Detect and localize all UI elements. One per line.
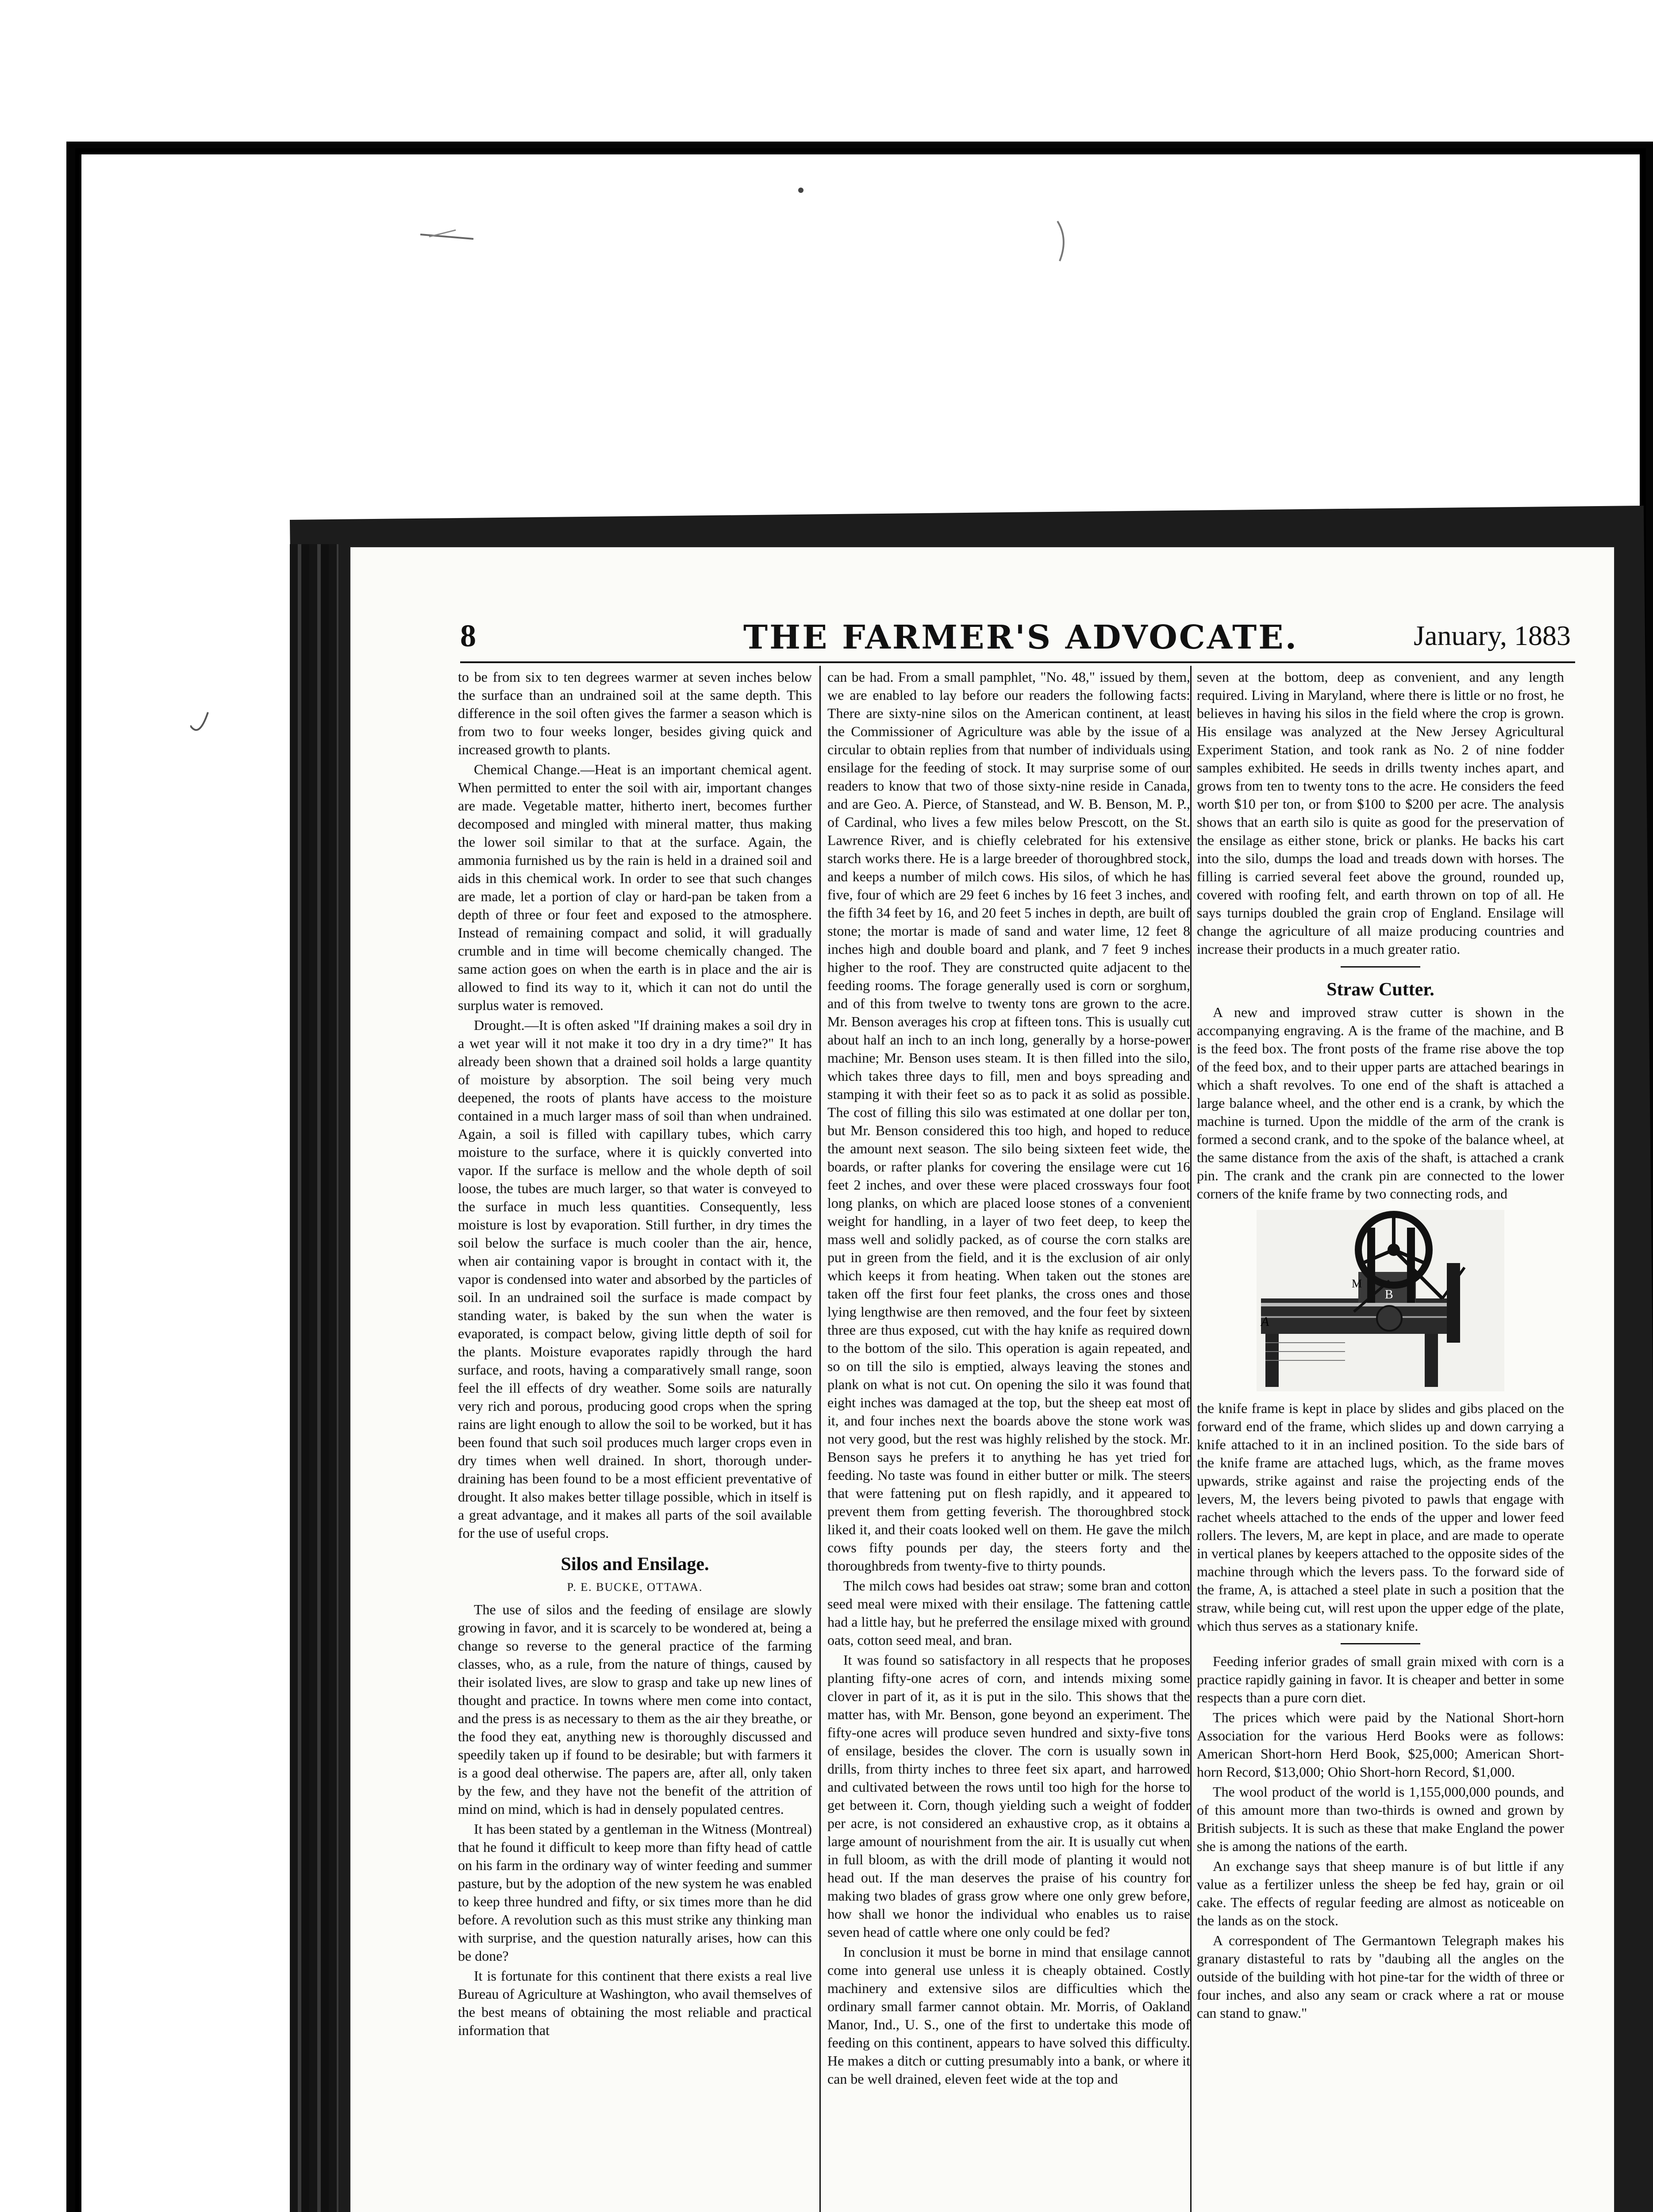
column-one (458, 668, 812, 2212)
paragraph: The use of silos and the feeding of ensilage are slowly growing in favor, and it is scarcely to be wondered at, being a change so reverse to the general practice of the farming classes, who, as a rule, from the nature of things, caused by their isolated lives, are slow to grasp and take up new lines of thought and practice. In towns where men come into contact, and the press is as necessary to them as the air they breathe, or the food they eat, anything new is thoroughly discussed and speedily taken up if found to be desirable; but with farmers it is a good deal otherwise. The papers are, after all, only taken by the few, and they have not the benefit of the attrition of mind on mind, which is had in densely populated centres. (458, 1601, 812, 1817)
engraving-label-m: M (1352, 1277, 1362, 1290)
paragraph: A correspondent of The Germantown Telegraph makes his granary distasteful to rats by "daubing all the angles on the outside of the building with hot pine-tar for the width of three or four inches, and also any seam or crack where a rat or mouse can stand to gnaw." (1197, 1932, 1564, 2021)
paragraph: It is fortunate for this continent that there exists a real live Bureau of Agriculture at Washington, who avail themselves of the best means of obtaining the most reliable and practical information that (458, 1968, 812, 2038)
paragraph: A new and improved straw cutter is shown in the accompanying engraving. A is the frame of the machine, and B is the feed box. The front posts of the frame rise above the top of the feed box, and to their upper parts are attached bearings in which a shaft revolves. To one end of the shaft is attached a large balance wheel, and the other end is a crank, by which the machine is turned. Upon the middle of the arm of the crank is formed a second crank, and to the spoke of the balance wheel, at the same distance from the axis of the shaft, is attached a crank pin. The crank and the crank pin are connected to the lower corners of the knife frame by two connecting rods, and (1197, 1004, 1564, 1202)
article-title-silos: Silos and Ensilage. (561, 1554, 709, 1575)
column-divider (1190, 666, 1192, 2212)
straw-cutter-illustration (1257, 1210, 1504, 1391)
paragraph: seven at the bottom, deep as convenient, and any length required. Living in Maryland, where there is little or no frost, he believes in having his silos in the field where the crop is grown. His ensilage was analyzed at the New Jersey Agricultural Experiment Station, and took rank as No. 2 of nine fodder samples exhibited. He seeds in drills twenty inches apart, and grows from ten to twenty tons to the acre. He considers the feed worth $10 per ton, or from $100 to $200 per acre. The analysis shows that an earth silo is quite as good for the preservation of the ensilage as either stone, brick or planks. He backs his cart into the silo, dumps the load and treads down with horses. The filling is carried several feet above the ground, rounded up, covered with roofing felt, and earth thrown on top of all. He says turnips doubled the grain crop of England. Ensilage will change the agriculture of all maize producing countries and increase their products in a much greater ratio. (1197, 669, 1564, 957)
article-byline: P. E. BUCKE, OTTAWA. (567, 1581, 703, 1594)
paragraph: Drought.—It is often asked "If draining makes a soil dry in a wet year will it not make it too dry in a dry time?" It has already been shown that a drained soil holds a large quantity of moisture by absorption. The soil being very much deepened, the roots of plants have access to the moisture contained in a much larger mass of soil than when undrained. Again, a soil is filled with capillary tubes, which carry moisture to the surface, where it is quickly converted into vapor. If the surface is mellow and the whole depth of soil loose, the tubes are much larger, so that water is conveyed to the surface in much less quantities. Consequently, less moisture is lost by evaporation. Still further, in dry times the soil below the surface is much cooler than the air, hence, when air containing vapor is brought in contact with it, the vapor is condensed into water and absorbed by the particles of soil. In an undrained soil the surface is made compact by standing water, is baked by the sun when the water is evaporated, is compact below, giving little depth of soil for the plants. Moisture evaporates rapidly through the hard surface, and roots, having a comparatively small range, soon feel the ill effects of dry weather. Some soils are naturally very rich and porous, producing good crops when the spring rains are light enough to allow the soil to be worked, but it has been found that such soil produces much larger crops even in dry times when well drained. In short, thorough under-draining has been found to be a most efficient preventative of drought. It also makes better tillage possible, which in itself is a great advantage, and it makes all parts of the soil available for the use of useful crops. (458, 1017, 812, 1541)
column-divider (819, 666, 821, 2212)
paragraph: It has been stated by a gentleman in the Witness (Montreal) that he found it difficult to keep more than fifty head of cattle on his farm in the ordinary way of winter feeding and summer pasture, but by the adoption of the new system he was enabled to keep three hundred and fifty, or six times more than he did before. A revolution such as this must strike any thinking man with surprise, and the question naturally arises, how can this be done? (458, 1821, 812, 1964)
page-header (460, 611, 1593, 659)
engraving-label-b: B (1385, 1288, 1393, 1302)
engraving-label-a: A (1261, 1314, 1269, 1329)
book-spine (290, 544, 338, 2212)
straw-cutter-engraving (1257, 1210, 1504, 1391)
paragraph: to be from six to ten degrees warmer at seven inches below the surface than an undrained soil at the same depth. This difference in the soil often gives the farmer a season which is from two to four weeks longer, besides giving quick and increased growth to plants. (458, 669, 812, 757)
paragraph: An exchange says that sheep manure is of but little if any value as a fertilizer unless the sheep be fed hay, grain or oil cake. The effects of regular feeding are almost as noticeable on the lands as on the stock. (1197, 1858, 1564, 1928)
section-rule (1341, 1643, 1420, 1644)
paragraph: Chemical Change.—Heat is an important chemical agent. When permitted to enter the soil with air, important changes are made. Vegetable matter, hitherto inert, becomes further decomposed and mingled with mineral matter, thus making the lower soil similar to that at the surface. Again, the ammonia furnished us by the rain is held in a drained soil and aids in this chemical work. In order to see that such changes are made, let a portion of clay or hard-pan be taken from a depth of three or four feet and exposed to the atmosphere. Instead of remaining compact and solid, it will gradually crumble and in time will become chemically changed. The same action goes on when the earth is in place and the air is allowed to find its way to it, which it can not do until the surplus water is removed. (458, 761, 812, 1013)
paragraph: Feeding inferior grades of small grain mixed with corn is a practice rapidly gaining in favor. It is cheaper and better in some respects than a pure corn diet. (1197, 1653, 1564, 1705)
paragraph: can be had. From a small pamphlet, "No. 48," issued by them, we are enabled to lay before our readers the following facts: There are sixty-nine silos on the American continent, at least the Commissioner of Agriculture was able by the issue of a circular to obtain replies from that number of individuals using ensilage for the feeding of stock. It may surprise some of our readers to know that two of those sixty-nine reside in Canada, and are Geo. A. Pierce, of Stanstead, and W. B. Benson, M. P., of Cardinal, who lives a few miles below Prescott, on the St. Lawrence River, and is chiefly celebrated for his extensive starch works there. He is a large breeder of thoroughbred stock, and keeps a number of milch cows. His silos, of which he has five, four of which are 29 feet 6 inches by 16 feet 3 inches, and the fifth 34 feet by 16, and 20 feet 5 inches in depth, are built of stone; the mortar is made of sand and water lime, 12 feet 8 inches high and double board and plank, and 7 feet 9 inches higher to the roof. They are constructed quite adjacent to the feeding rooms. The forage generally used is corn or sorghum, and of this from twelve to twenty tons are grown to the acre. Mr. Benson averages his crop at fifteen tons. This is usually cut about half an inch to an inch long, generally by a horse-power machine; Mr. Benson uses steam. It is then filled into the silo, which takes three days to fill, men and boys spreading and stamping it with their feet so as to pack it as solid as possible. The cost of filling this silo was estimated at one dollar per ton, but Mr. Benson considered this too high, and hoped to reduce the amount next season. The silo being sixteen feet wide, the boards, or rafter planks for covering the ensilage were cut 16 feet 2 inches, and over these were placed crossways four foot long planks, on which are placed loose stones of a convenient weight for handling, in a layer of two feet deep, to keep the mass well and solidly packed, as of course the corn stalks are put in green from the field, and it is the exclusion of air only which keeps it from heating. When taken out the stones are taken off the first four feet planks, the cross ones and those lying lengthwise are then removed, and the four feet by sixteen three are thus exposed, cut with the hay knife as required down to the bottom of the silo. This operation is again repeated, and so on till the silo is emptied, always leaving the stones and plank on what is not cut. On opening the silo it was found that eight inches was damaged at the top, but the sheep eat most of it, and four inches next the boards above the stone work was not very good, but the rest was highly relished by the stock. Mr. Benson says he prefers it to anything he has yet tried for feeding. No taste was found in either butter or milk. The steers that were fattening put on flesh rapidly, and it appeared to prevent them from getting feverish. The thoroughbred stock liked it, and their coats looked well on them. He gave the milch cows fifty pounds per day, the steers forty and the thoroughbreds from twenty-five to thirty pounds. (827, 669, 1190, 1574)
column-three (1197, 668, 1564, 2212)
paragraph: The milch cows had besides oat straw; some bran and cotton seed meal were mixed with their ensilage. The fattening cattle had a little hay, but he preferred the ensilage mixed with ground oats, cotton seed meal, and bran. (827, 1578, 1190, 1648)
paragraph: It was found so satisfactory in all respects that he proposes planting fifty-one acres of corn, and intends mixing some clover in part of it, as it is put in the silo. This shows that the matter has, with Mr. Benson, gone beyond an experiment. The fifty-one acres will produce seven hundred and sixty-five tons of ensilage, besides the clover. The corn is usually sown in drills, from thirty inches to three feet six apart, and harrowed and cultivated between the rows until too high for the horse to get between it. Corn, though yielding such a weight of fodder per acre, is not considered an exhaustive crop, as it obtains a large amount of nourishment from the air. It is usually cut when in full bloom, as with the drill mode of planting it would not head out. If the man deserves the praise of his country for making two blades of grass grow where one only grew before, how shall we honor the individual who enables us to raise seven head of cattle where one only could be fed? (827, 1652, 1190, 1940)
paragraph: The wool product of the world is 1,155,000,000 pounds, and of this amount more than two-thirds is owned and grown by British subjects. It is such as these that make England the power she is among the nations of the earth. (1197, 1784, 1564, 1854)
section-rule (1341, 966, 1420, 968)
column-two (827, 668, 1190, 2212)
page-number: 8 (460, 618, 476, 653)
masthead-title: THE FARMER'S ADVOCATE. (743, 618, 1299, 657)
article-title-straw-cutter: Straw Cutter. (1326, 979, 1434, 1000)
issue-date: January, 1883 (1414, 620, 1571, 651)
paragraph: the knife frame is kept in place by slides and gibs placed on the forward end of the frame, which slides up and down carrying a knife attached to it in an inclined position. To the side bars of the knife frame are attached lugs, which, as the frame moves upwards, strike against and raise the projecting ends of the levers, M, the levers being pivoted to pawls that engage with rachet wheels attached to the ends of the upper and lower feed rollers. The levers, M, are kept in place, and are made to operate in vertical planes by keepers attached to the opposite sides of the machine through which the levers pass. To the forward side of the frame, A, is attached a steel plate in such a position that the straw, while being cut, will rest upon the upper edge of the plate, which thus serves as a stationary knife. (1197, 1400, 1564, 1634)
paragraph: The prices which were paid by the National Short-horn Association for the various Herd Books were as follows: American Short-horn Herd Book, $25,000; American Short-horn Record, $13,000; Ohio Short-horn Record, $1,000. (1197, 1709, 1564, 1780)
paragraph: In conclusion it must be borne in mind that ensilage cannot come into general use unless it is cheaply obtained. Costly machinery and extensive silos are difficulties which the ordinary small farmer cannot obtain. Mr. Morris, of Oakland Manor, Ind., U. S., one of the first to undertake this mode of feeding on this continent, appears to have solved this difficulty. He makes a ditch or cutting presumably into a bank, or where it can be well drained, eleven feet wide at the top and (827, 1944, 1190, 2087)
header-rule (460, 661, 1575, 663)
